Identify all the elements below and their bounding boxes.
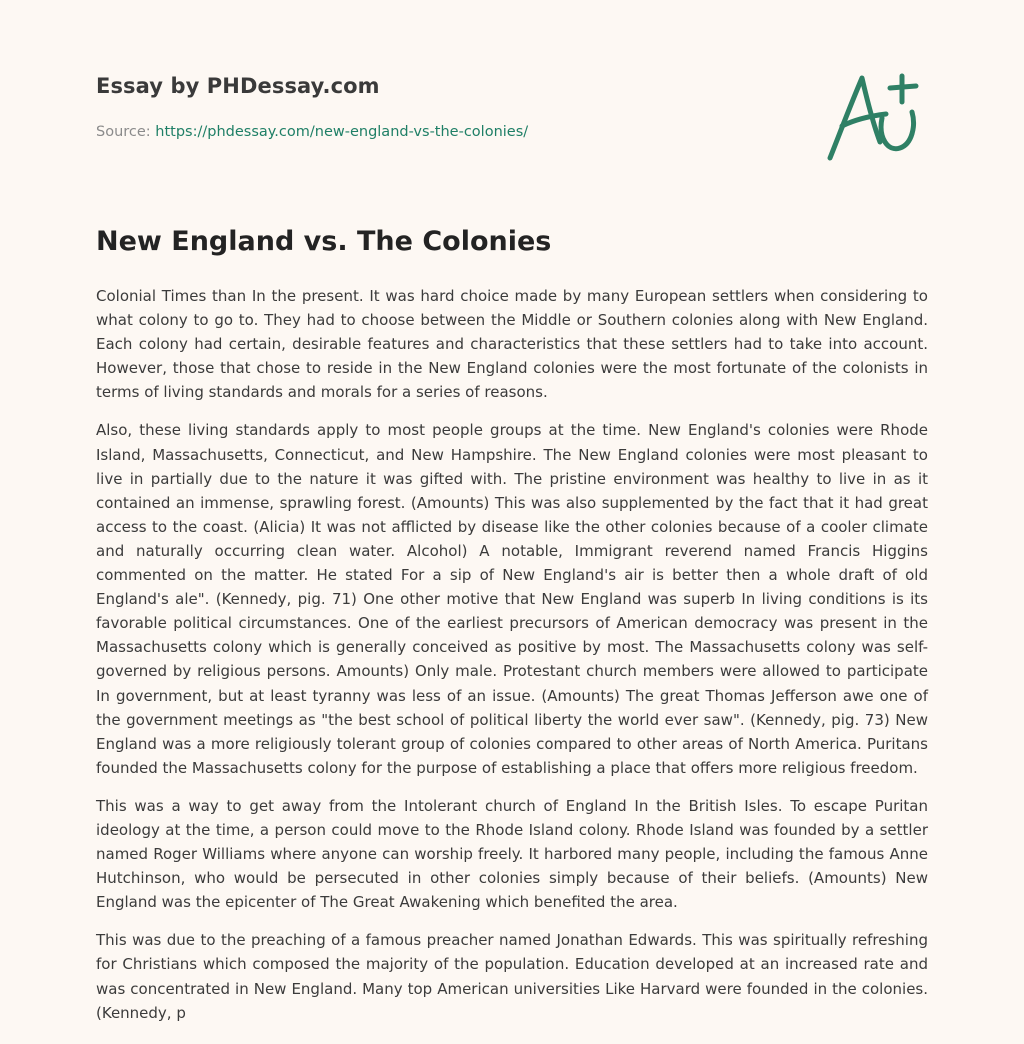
- essay-paragraph: Colonial Times than In the present. It was hard choice made by many European settlers when considering to what colony to go to. They had to choose between the Middle or Southern colonies along with New England. Each colony had certain, desirable features and characteristics that these settlers had to take into account. However, those that chose to reside in the New England colonies were the most fortunate of the colonists in terms of living standards and morals for a series of reasons.: [96, 287, 928, 402]
- essay-paragraph: Also, these living standards apply to most people groups at the time. New England's colonies were Rhode Island, Massachusetts, Connecticut, and New Hampshire. The New England colonies were most pleasant to live in partially due to the nature it was gifted with. The pristine environment was healthy to live in as it contained an immense, sprawling forest. (Amounts) This was also supplemented by the fact that it had great access to the coast. (Alicia) It was not afflicted by disease like the other colonies because of a cooler climate and naturally occurring clean water. Alcohol) A notable, Immigrant reverend named Francis Higgins commented on the matter. He stated For a sip of New England's air is better then a whole draft of old England's ale". (Kennedy, pig. 71) One other motive that New England was superb In living conditions is its favorable political circumstances. One of the earliest precursors of American democracy was present in the Massachusetts colony which is generally conceived as positive by most. The Massachusetts colony was self-governed by religious persons. Amounts) Only male. Protestant church members were allowed to participate In government, but at least tyranny was less of an issue. (Amounts) The great Thomas Jefferson awe one of the government meetings as "the best school of political liberty the world ever saw". (Kennedy, pig. 73) New England was a more religiously tolerant group of colonies compared to other areas of North America. Puritans founded the Massachusetts colony for the purpose of establishing a place that offers more religious freedom.: [96, 421, 928, 777]
- source-line: [96, 124, 528, 140]
- source-label: Source:: [96, 124, 151, 140]
- essay-title: New England vs. The Colonies: [96, 226, 552, 257]
- essay-paragraph: This was a way to get away from the Intolerant church of England In the British Isles. To escape Puritan ideology at the time, a person could move to the Rhode Island colony. Rhode Island was founded by a settler named Roger Williams where anyone can worship freely. It harbored many people, including the famous Anne Hutchinson, who would be persecuted in other colonies simply because of their beliefs. (Amounts) New England was the epicenter of The Great Awakening which benefited the area.: [96, 796, 928, 912]
- a-plus-logo-icon: [824, 68, 928, 164]
- essay-body: [96, 284, 928, 1039]
- site-title: Essay by PHDessay.com: [96, 74, 380, 98]
- essay-paragraph: This was due to the preaching of a famous preacher named Jonathan Edwards. This was spiritually refreshing for Christians which composed the majority of the population. Education developed at an increased rate and was concentrated in New England. Many top American universities Like Harvard were founded in the colonies. (Kennedy, p: [96, 931, 928, 1022]
- source-link[interactable]: https://phdessay.com/new-england-vs-the-colonies/: [155, 124, 529, 140]
